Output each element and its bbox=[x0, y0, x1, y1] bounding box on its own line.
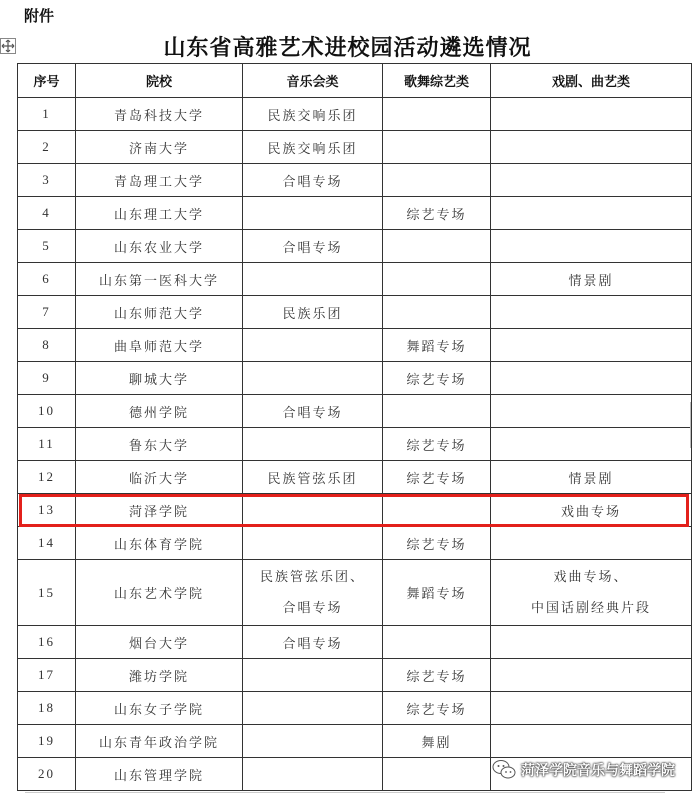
cell-drama bbox=[491, 725, 692, 758]
cell-music: 民族交响乐团 bbox=[243, 98, 383, 131]
cell-school: 潍坊学院 bbox=[76, 659, 243, 692]
cell-school: 山东农业大学 bbox=[76, 230, 243, 263]
page-edge-marker bbox=[690, 402, 695, 448]
cell-school: 山东青年政治学院 bbox=[76, 725, 243, 758]
cell-drama bbox=[491, 692, 692, 725]
cell-drama: 戏曲专场 bbox=[491, 494, 692, 527]
wechat-icon bbox=[492, 759, 516, 781]
cell-drama bbox=[491, 329, 692, 362]
cell-school: 菏泽学院 bbox=[76, 494, 243, 527]
cell-index: 1 bbox=[18, 98, 76, 131]
cell-drama bbox=[491, 560, 692, 626]
table-row bbox=[18, 230, 692, 263]
cell-drama-line: 戏曲专场、 bbox=[553, 569, 629, 585]
cell-drama bbox=[491, 197, 692, 230]
cell-song-dance bbox=[383, 230, 491, 263]
cell-index: 19 bbox=[18, 725, 76, 758]
cell-school: 德州学院 bbox=[76, 395, 243, 428]
cell-music bbox=[243, 362, 383, 395]
cell-song-dance: 综艺专场 bbox=[383, 527, 491, 560]
table-row bbox=[18, 494, 692, 527]
cell-music: 民族管弦乐团 bbox=[243, 461, 383, 494]
cell-drama bbox=[491, 659, 692, 692]
cell-music bbox=[243, 329, 383, 362]
cell-song-dance: 舞蹈专场 bbox=[383, 560, 491, 626]
cell-index: 8 bbox=[18, 329, 76, 362]
cell-index: 20 bbox=[18, 758, 76, 791]
cell-song-dance: 舞蹈专场 bbox=[383, 329, 491, 362]
table-row bbox=[18, 362, 692, 395]
page-bottom-divider bbox=[25, 792, 665, 793]
cell-music bbox=[243, 692, 383, 725]
table-row bbox=[18, 692, 692, 725]
cell-song-dance: 综艺专场 bbox=[383, 461, 491, 494]
cell-index: 14 bbox=[18, 527, 76, 560]
cell-index: 13 bbox=[18, 494, 76, 527]
document-title: 山东省高雅艺术进校园活动遴选情况 bbox=[163, 36, 532, 61]
cell-index: 12 bbox=[18, 461, 76, 494]
cell-song-dance: 舞剧 bbox=[383, 725, 491, 758]
cell-music: 合唱专场 bbox=[243, 164, 383, 197]
cell-drama bbox=[491, 428, 692, 461]
cell-index: 16 bbox=[18, 626, 76, 659]
cell-music-line: 民族管弦乐团、 bbox=[259, 569, 365, 585]
cell-index: 10 bbox=[18, 395, 76, 428]
cell-song-dance: 综艺专场 bbox=[383, 692, 491, 725]
cell-drama bbox=[491, 131, 692, 164]
cell-song-dance: 综艺专场 bbox=[383, 659, 491, 692]
table-row bbox=[18, 527, 692, 560]
table-row bbox=[18, 659, 692, 692]
cell-music bbox=[243, 527, 383, 560]
table-row bbox=[18, 263, 692, 296]
cell-song-dance bbox=[383, 494, 491, 527]
cell-drama: 情景剧 bbox=[491, 461, 692, 494]
cell-song-dance bbox=[383, 296, 491, 329]
watermark-text: 菏泽学院音乐与舞蹈学院 bbox=[521, 763, 675, 779]
cell-drama bbox=[491, 527, 692, 560]
cell-school: 临沂大学 bbox=[76, 461, 243, 494]
table-row bbox=[18, 560, 692, 626]
cell-music bbox=[243, 725, 383, 758]
cell-index: 2 bbox=[18, 131, 76, 164]
cell-song-dance: 综艺专场 bbox=[383, 428, 491, 461]
cell-school: 烟台大学 bbox=[76, 626, 243, 659]
table-row bbox=[18, 296, 692, 329]
cell-school: 山东第一医科大学 bbox=[76, 263, 243, 296]
cell-song-dance: 综艺专场 bbox=[383, 197, 491, 230]
table-row bbox=[18, 626, 692, 659]
cell-music bbox=[243, 659, 383, 692]
cell-song-dance bbox=[383, 395, 491, 428]
cell-music: 民族乐团 bbox=[243, 296, 383, 329]
cell-index: 17 bbox=[18, 659, 76, 692]
table-body bbox=[18, 98, 692, 791]
cell-drama bbox=[491, 362, 692, 395]
cell-song-dance bbox=[383, 131, 491, 164]
cell-song-dance: 综艺专场 bbox=[383, 362, 491, 395]
table-row bbox=[18, 329, 692, 362]
cell-music bbox=[243, 560, 383, 626]
table-row bbox=[18, 395, 692, 428]
cell-music: 合唱专场 bbox=[243, 626, 383, 659]
cell-drama-line: 中国话剧经典片段 bbox=[530, 600, 651, 616]
header-song-dance: 歌舞综艺类 bbox=[383, 64, 491, 98]
cell-music bbox=[243, 428, 383, 461]
cell-index: 11 bbox=[18, 428, 76, 461]
header-music: 音乐会类 bbox=[243, 64, 383, 98]
cell-school: 济南大学 bbox=[76, 131, 243, 164]
cell-index: 3 bbox=[18, 164, 76, 197]
cell-school: 山东女子学院 bbox=[76, 692, 243, 725]
table-row bbox=[18, 98, 692, 131]
table-header-row bbox=[18, 64, 692, 98]
table-row bbox=[18, 461, 692, 494]
header-drama: 戏剧、曲艺类 bbox=[491, 64, 692, 98]
cell-music bbox=[243, 263, 383, 296]
cell-index: 18 bbox=[18, 692, 76, 725]
selection-table bbox=[17, 63, 692, 791]
cell-drama bbox=[491, 626, 692, 659]
header-index: 序号 bbox=[18, 64, 76, 98]
cell-school: 鲁东大学 bbox=[76, 428, 243, 461]
attachment-label: 附件 bbox=[24, 7, 55, 25]
cell-school: 曲阜师范大学 bbox=[76, 329, 243, 362]
cell-drama bbox=[491, 230, 692, 263]
cell-index: 9 bbox=[18, 362, 76, 395]
watermark bbox=[492, 759, 675, 781]
cell-music: 合唱专场 bbox=[243, 230, 383, 263]
cell-song-dance bbox=[383, 98, 491, 131]
cell-music bbox=[243, 758, 383, 791]
cell-song-dance bbox=[383, 626, 491, 659]
cell-music bbox=[243, 494, 383, 527]
header-school: 院校 bbox=[76, 64, 243, 98]
cell-music-line: 合唱专场 bbox=[282, 600, 343, 616]
cell-music bbox=[243, 197, 383, 230]
cell-song-dance bbox=[383, 263, 491, 296]
cell-school: 山东管理学院 bbox=[76, 758, 243, 791]
cell-drama bbox=[491, 296, 692, 329]
cell-index: 15 bbox=[18, 560, 76, 626]
cell-song-dance bbox=[383, 164, 491, 197]
table-row bbox=[18, 725, 692, 758]
cell-index: 5 bbox=[18, 230, 76, 263]
cell-drama bbox=[491, 164, 692, 197]
table-row bbox=[18, 428, 692, 461]
cell-school: 山东艺术学院 bbox=[76, 560, 243, 626]
cell-school: 聊城大学 bbox=[76, 362, 243, 395]
cell-drama bbox=[491, 98, 692, 131]
table-row bbox=[18, 164, 692, 197]
cell-music: 合唱专场 bbox=[243, 395, 383, 428]
table-row bbox=[18, 197, 692, 230]
table-row bbox=[18, 131, 692, 164]
cell-school: 山东体育学院 bbox=[76, 527, 243, 560]
cell-drama: 情景剧 bbox=[491, 263, 692, 296]
cell-song-dance bbox=[383, 758, 491, 791]
cell-index: 6 bbox=[18, 263, 76, 296]
cell-index: 4 bbox=[18, 197, 76, 230]
cell-school: 青岛理工大学 bbox=[76, 164, 243, 197]
cell-index: 7 bbox=[18, 296, 76, 329]
cell-school: 山东师范大学 bbox=[76, 296, 243, 329]
cell-school: 山东理工大学 bbox=[76, 197, 243, 230]
cell-school: 青岛科技大学 bbox=[76, 98, 243, 131]
cell-drama bbox=[491, 395, 692, 428]
cell-music: 民族交响乐团 bbox=[243, 131, 383, 164]
